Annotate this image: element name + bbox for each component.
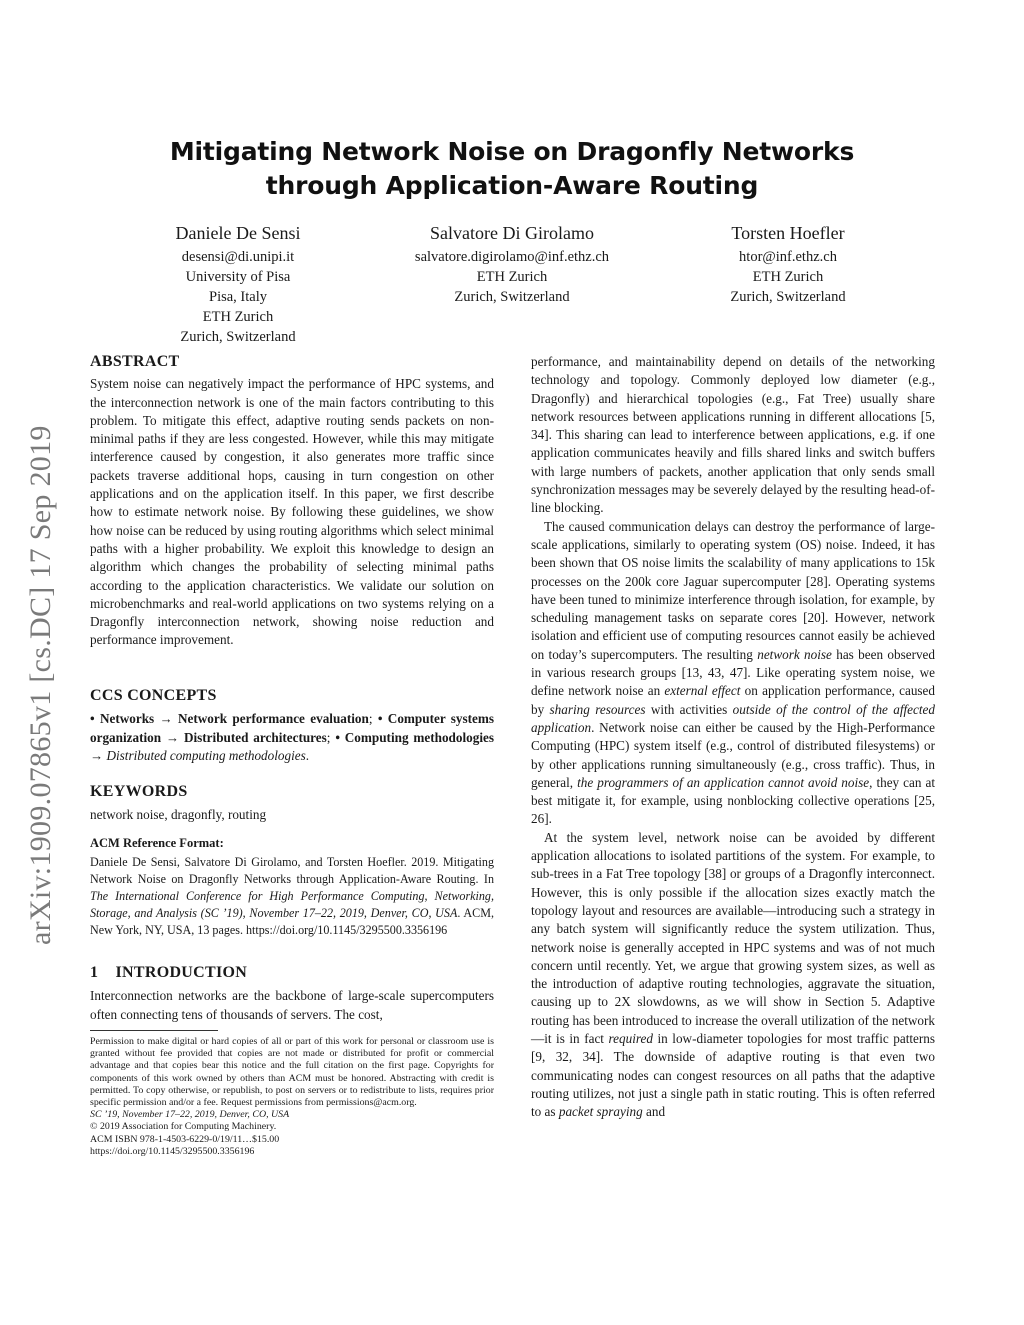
- author-affiliation: Zurich, Switzerland: [180, 329, 296, 345]
- body-paragraph: performance, and maintainability depend on details of the networking technology and topology. Commonly deployed low diameter (e.g., Dragonfly) and hierarchical topologies (e.g., Fat Tree) usually share network resources between applications running in different allocations [5, 34]. This sharing can lead to interference between applications, e.g. if one application communicates heavily and fills shared links and switch buffers with large numbers of packets, another application that only sends small synchronization messages may be severely delayed by the resulting head-of-line blocking.: [531, 354, 935, 516]
- ccs-separator: ;: [326, 729, 336, 745]
- introduction-paragraph: Interconnection networks are the backbone of large-scale supercomputers often connecting tens of thousands of servers. The cost,: [90, 988, 494, 1022]
- title-line-1: Mitigating Network Noise on Dragonfly Networks: [169, 137, 855, 166]
- author-affiliation: ETH Zurich: [752, 269, 824, 285]
- ccs-section: [90, 687, 494, 765]
- keywords-text: network noise, dragonfly, routing: [90, 807, 267, 823]
- body-paragraph: [531, 829, 935, 1122]
- conference-line: SC ’19, November 17–22, 2019, Denver, CO, USA: [90, 1109, 290, 1121]
- author-name: Salvatore Di Girolamo: [430, 223, 594, 243]
- emphasis: external effect: [664, 683, 741, 699]
- permission-notice: Permission to make digital or hard copies of all or part of this work for personal or classroom use is granted without fee provided that copies are not made or distributed for profit or commercial advantage and that copies bear this notice and the full citation on the first page. Copyrights for components of this work owned by others than ACM must be honored. Abstracting with credit is permitted. To copy otherwise, or republish, to post on servers or to redistribute to lists, requires prior specific permission and/or a fee. Request permissions from permissions@acm.org.: [90, 1036, 494, 1109]
- author-block-3: [688, 221, 888, 307]
- ccs-heading: CCS CONCEPTS: [90, 687, 217, 704]
- emphasis: required: [608, 1030, 653, 1046]
- introduction-heading: 1 INTRODUCTION: [90, 964, 248, 981]
- reference-heading: ACM Reference Format:: [90, 836, 224, 850]
- emphasis: outside of the control of the affected application: [531, 701, 935, 735]
- author-block-2: [382, 221, 642, 307]
- ccs-concept: • Computing methodologies: [335, 729, 494, 745]
- emphasis: packet spraying: [558, 1104, 643, 1120]
- ccs-concept: • Computer systems organization → Distributed architectures: [90, 711, 494, 745]
- author-name: Daniele De Sensi: [175, 223, 301, 243]
- ccs-arrow: →: [90, 747, 107, 763]
- text-run: At the system level, network noise can be avoided by different application allocations to isolated partitions of the system. For example, to sub-trees in a Fat Tree topology [38] or groups of a Dragonfly interconnect. However, this is only possible if the allocation sizes exactly match the topology layout and resources are available—introducing such a strategy in any batch system will significantly reduce the system utilization. Thus, network noise is generally accepted in HPC systems and was of not much concern until recently. Yet, we argue that growing system sizes, as well as the introduction of adaptive routing technologies, aggravate the situation, causing up to 2X slowdowns, as we will show in Section 5. Adaptive routing has been introduced to increase the overall utilization of the network—it is in fact: [531, 829, 935, 1046]
- ccs-end: .: [305, 747, 310, 763]
- body-paragraph: [531, 518, 935, 829]
- abstract-section: [90, 353, 494, 650]
- author-email: htor@inf.ethz.ch: [739, 249, 837, 265]
- author-name: Torsten Hoefler: [731, 223, 845, 243]
- abstract-text: System noise can negatively impact the performance of HPC systems, and the interconnection network is one of the main factors contributing to this problem. To mitigate this effect, adaptive routing sends packets on non-minimal paths if they are less congested. However, while this may mitigate interference caused by congestion, it also generates more traffic since packets traverse additional hops, causing in turn congestion on other applications and on the application itself. In this paper, we first describe how to estimate network noise. By following these guidelines, we show how noise can be reduced by using routing algorithms which select minimal paths with a higher probability. We exploit this knowledge to design an algorithm which changes the probability of selecting minimal paths according to the application characteristics. We validate our solution on microbenchmarks and real-world applications on two systems relying on a Dragonfly interconnection network, showing noise reduction and performance improvement.: [90, 376, 494, 648]
- copyright-footnote: [90, 1036, 494, 1158]
- reference-text: [90, 854, 494, 939]
- author-affiliation: Zurich, Switzerland: [730, 289, 846, 305]
- author-email: salvatore.digirolamo@inf.ethz.ch: [414, 249, 610, 265]
- copyright-line: © 2019 Association for Computing Machinery.: [90, 1121, 277, 1133]
- ccs-text: [90, 710, 494, 765]
- text-run: The caused communication delays can destroy the performance of large-scale applications, similarly to operating system (OS) noise. Indeed, it has been shown that OS noise limits the scalability of many applications to 15k processes on the 200k core Jaguar supercomputer [28]. Operating systems have been tuned to minimize interference through isolation, for example, by scheduling management tasks on separate cores [20]. However, network isolation and efficient use of computing resources cannot easily be achieved on today’s supercomputers. The resulting: [531, 518, 935, 662]
- author-affiliation: Pisa, Italy: [209, 289, 267, 305]
- reference-part: Daniele De Sensi, Salvatore Di Girolamo, and Torsten Hoefler. 2019. Mitigating Network Noise on Dragonfly Networks through Application-Aware Routing. In: [90, 855, 494, 887]
- introduction-section: [90, 964, 494, 1024]
- footnote-divider: [90, 1030, 218, 1031]
- text-run: and: [642, 1104, 666, 1120]
- arxiv-stamp: arXiv:1909.07865v1 [cs.DC] 17 Sep 2019: [24, 425, 57, 945]
- reference-section: [90, 834, 494, 939]
- emphasis: network noise: [757, 646, 832, 662]
- ccs-separator: ;: [368, 711, 378, 727]
- doi-line: https://doi.org/10.1145/3295500.3356196: [90, 1145, 255, 1157]
- author-affiliation: ETH Zurich: [202, 309, 274, 325]
- text-run: on application performance, caused by: [531, 683, 935, 717]
- reference-venue: The International Conference for High Performance Computing, Networking, Storage, and Analysis (SC ’19), November 17–22, 2019, Denver, CO, USA: [90, 889, 494, 921]
- ccs-concept-italic: Distributed computing methodologies: [106, 747, 306, 763]
- author-email: desensi@di.unipi.it: [181, 249, 295, 265]
- text-run: in low-diameter topologies for most traffic patterns [9, 32, 34]. The downside of adaptive routing is that even two communicating nodes can congest resources on all paths that the adaptive routing utilizes, not just a single path in static routing. This is often referred to as: [531, 1030, 935, 1120]
- title-line-2: through Application-Aware Routing: [265, 171, 759, 200]
- author-affiliation: ETH Zurich: [476, 269, 548, 285]
- emphasis: sharing resources: [549, 701, 646, 717]
- author-block-1: [138, 221, 338, 347]
- keywords-section: [90, 783, 494, 825]
- author-affiliation: Zurich, Switzerland: [454, 289, 570, 305]
- text-run: . Network noise can either be caused by the High-Performance Computing (HPC) system itself (e.g., control of distributed filesystems) or by other applications running simultaneously (e.g., cross traffic). Thus, in general,: [531, 719, 935, 790]
- author-affiliation: University of Pisa: [185, 269, 291, 285]
- text-run: with activities: [645, 701, 733, 717]
- abstract-heading: ABSTRACT: [90, 353, 180, 370]
- right-column: [531, 353, 935, 1121]
- paper-title: [120, 135, 904, 203]
- emphasis: the programmers of an application cannot avoid noise: [577, 774, 870, 790]
- text-run: has been observed in various research groups [13, 43, 47]. Like operating system noise, we define network noise an: [531, 646, 935, 699]
- keywords-heading: KEYWORDS: [90, 783, 188, 800]
- isbn-line: ACM ISBN 978-1-4503-6229-0/19/11…$15.00: [90, 1133, 280, 1145]
- reference-part: . ACM, New York, NY, USA, 13 pages. https://doi.org/10.1145/3295500.3356196: [90, 906, 494, 938]
- text-run: , they can at best mitigate it, for example, using nonblocking collective operations [25, 26].: [531, 774, 935, 827]
- ccs-concept: • Networks → Network performance evaluation: [90, 711, 369, 727]
